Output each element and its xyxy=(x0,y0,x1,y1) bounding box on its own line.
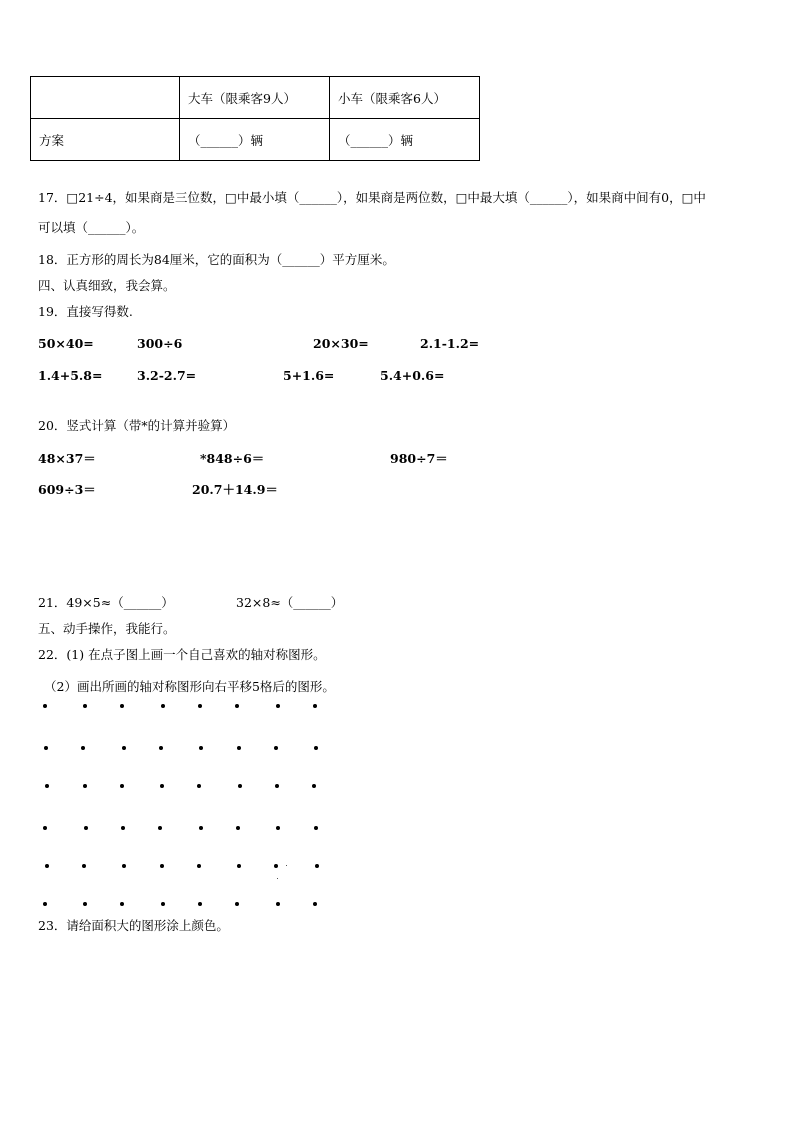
grid-dot xyxy=(197,784,201,788)
grid-dot xyxy=(274,746,278,750)
table-row-label: 方案 xyxy=(31,119,180,161)
grid-dot xyxy=(120,704,124,708)
vehicle-plan-table xyxy=(30,76,480,161)
grid-dot xyxy=(314,746,318,750)
grid-speck xyxy=(277,878,278,879)
grid-dot xyxy=(81,746,85,750)
grid-dot xyxy=(84,826,88,830)
grid-dot xyxy=(122,746,126,750)
section-4-heading: 四、认真细致，我会算。 xyxy=(38,278,176,293)
grid-dot xyxy=(199,826,203,830)
grid-dot xyxy=(82,864,86,868)
grid-dot xyxy=(83,704,87,708)
q19-item-7: 5+1.6= xyxy=(283,368,335,383)
q20-item-2: *848÷6＝ xyxy=(200,451,265,466)
small-car-answer-blank[interactable]: （______）辆 xyxy=(330,119,480,161)
q20-item-5: 20.7＋14.9＝ xyxy=(192,482,278,497)
grid-dot xyxy=(198,704,202,708)
q19-item-4: 2.1-1.2= xyxy=(420,336,480,351)
section-5-heading: 五、动手操作，我能行。 xyxy=(38,621,176,636)
grid-dot xyxy=(315,864,319,868)
table-header-row xyxy=(31,77,480,119)
grid-dot xyxy=(313,704,317,708)
grid-dot xyxy=(43,704,47,708)
table-row xyxy=(31,119,480,161)
q20-item-4: 609÷3＝ xyxy=(38,482,96,497)
grid-dot xyxy=(235,704,239,708)
grid-dot xyxy=(275,784,279,788)
question-23: 23．请给面积大的图形涂上颜色。 xyxy=(38,918,229,933)
table-header-blank xyxy=(31,77,180,119)
grid-dot xyxy=(235,902,239,906)
q20-item-1: 48×37＝ xyxy=(38,451,96,466)
grid-dot xyxy=(313,902,317,906)
grid-dot xyxy=(158,826,162,830)
large-car-answer-blank[interactable]: （______）辆 xyxy=(180,119,330,161)
question-17-line1: 17．□21÷4，如果商是三位数，□中最小填（______），如果商是两位数，□中最大填（______），如果商中间有0，□中 xyxy=(38,190,706,205)
grid-dot xyxy=(120,902,124,906)
grid-dot xyxy=(159,746,163,750)
q19-item-2: 300÷6 xyxy=(137,336,183,351)
question-20-title: 20．竖式计算（带*的计算并验算） xyxy=(38,418,236,433)
grid-dot xyxy=(43,826,47,830)
grid-dot xyxy=(312,784,316,788)
grid-dot xyxy=(43,902,47,906)
q19-item-6: 3.2-2.7= xyxy=(137,368,197,383)
grid-dot xyxy=(236,826,240,830)
q19-item-8: 5.4+0.6= xyxy=(380,368,445,383)
q19-item-1: 50×40= xyxy=(38,336,94,351)
q19-item-5: 1.4+5.8= xyxy=(38,368,103,383)
q21-item-1: 21．49×5≈（______） xyxy=(38,595,174,610)
grid-dot xyxy=(276,902,280,906)
grid-dot xyxy=(237,746,241,750)
grid-dot xyxy=(83,784,87,788)
grid-dot xyxy=(276,704,280,708)
question-19-title: 19．直接写得数. xyxy=(38,304,133,319)
grid-dot xyxy=(83,902,87,906)
grid-speck xyxy=(286,865,287,866)
grid-dot xyxy=(120,784,124,788)
grid-dot xyxy=(121,826,125,830)
grid-dot xyxy=(237,864,241,868)
grid-dot xyxy=(122,864,126,868)
grid-dot xyxy=(199,746,203,750)
question-22-part1: 22．(1) 在点子图上画一个自己喜欢的轴对称图形。 xyxy=(38,647,326,662)
grid-dot xyxy=(276,826,280,830)
question-18: 18．正方形的周长为84厘米，它的面积为（______）平方厘米。 xyxy=(38,252,395,267)
grid-dot xyxy=(198,902,202,906)
q21-item-2: 32×8≈（______） xyxy=(236,595,344,610)
q19-item-3: 20×30= xyxy=(313,336,369,351)
grid-dot xyxy=(238,784,242,788)
grid-dot xyxy=(274,864,278,868)
grid-dot xyxy=(160,864,164,868)
grid-dot xyxy=(161,704,165,708)
table-header-large-car: 大车（限乘客9人） xyxy=(180,77,330,119)
q20-item-3: 980÷7＝ xyxy=(390,451,448,466)
grid-dot xyxy=(161,902,165,906)
grid-dot xyxy=(45,864,49,868)
grid-dot xyxy=(45,784,49,788)
question-22-part2: （2）画出所画的轴对称图形向右平移5格后的图形。 xyxy=(44,679,335,694)
grid-dot xyxy=(160,784,164,788)
grid-dot xyxy=(314,826,318,830)
grid-dot xyxy=(197,864,201,868)
grid-dot xyxy=(44,746,48,750)
table-header-small-car: 小车（限乘客6人） xyxy=(330,77,480,119)
question-17-line2: 可以填（______）。 xyxy=(38,220,145,235)
